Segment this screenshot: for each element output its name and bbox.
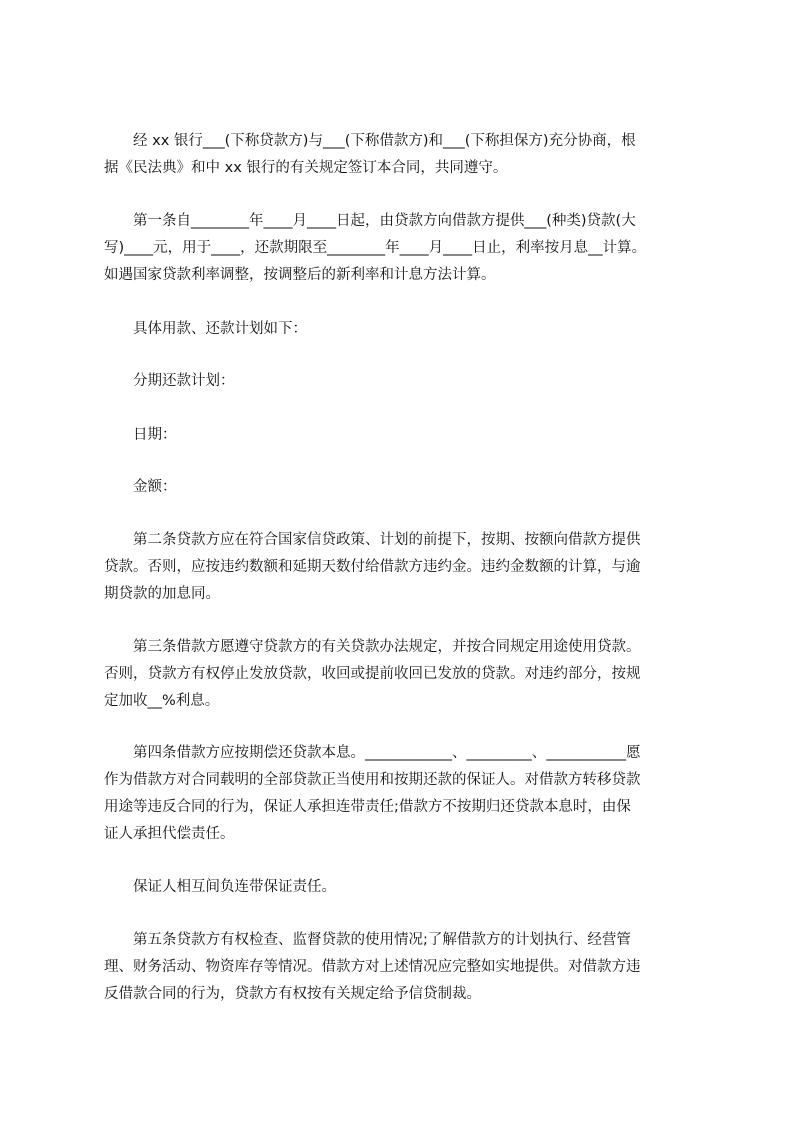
text-line: 否则，贷款方有权停止发放贷款，收回或提前收回已发放的贷款。对违约部分，按规 [104, 666, 641, 682]
text-line: 写)____元，用于____，还款期限至________年____月____日止，利率按月息__计算。 [104, 240, 647, 256]
paragraph-amount-field [104, 474, 704, 501]
text-line: 第二条贷款方应在符合国家信贷政策、计划的前提下，按期、按额向借款方提供 [104, 532, 641, 548]
text-line: 具体用款、还款计划如下： [104, 321, 307, 337]
text-line: 经 xx 银行___(下称贷款方)与___(下称借款方)和___(下称担保方)充分协商，根 [104, 133, 636, 149]
paragraph-article-3 [104, 634, 704, 715]
paragraph-plan-heading [104, 316, 704, 343]
paragraph-intro [104, 128, 704, 182]
paragraph-article-4 [104, 740, 704, 848]
text-line: 第四条借款方应按期偿还贷款本息。____________、_________、___________愿 [104, 745, 641, 761]
text-line: 日期： [104, 427, 177, 443]
paragraph-article-2 [104, 527, 704, 608]
text-line: 第一条自________年____月____日起，由贷款方向借款方提供___(种类)贷款(大 [104, 213, 636, 229]
text-line: 第五条贷款方有权检查、监督贷款的使用情况;了解借款方的计划执行、经营管 [104, 932, 631, 948]
text-line: 保证人相互间负连带保证责任。 [104, 879, 336, 895]
text-line: 理、财务活动、物资库存等情况。借款方对上述情况应完整如实地提供。对借款方违 [104, 959, 641, 975]
text-line: 证人承担代偿责任。 [104, 826, 235, 842]
paragraph-guarantor-note [104, 874, 704, 901]
text-line: 第三条借款方愿遵守贷款方的有关贷款办法规定，并按合同规定用途使用贷款。 [104, 639, 641, 655]
paragraph-date-field [104, 422, 704, 449]
paragraph-installment-plan [104, 368, 704, 395]
text-line: 期贷款的加息同。 [104, 586, 220, 602]
text-line: 分期还款计划： [104, 373, 235, 389]
text-line: 用途等违反合同的行为，保证人承担连带责任;借款方不按期归还贷款本息时，由保 [104, 799, 631, 815]
text-line: 作为借款方对合同载明的全部贷款正当使用和按期还款的保证人。对借款方转移贷款 [104, 772, 641, 788]
text-line: 金额： [104, 479, 177, 495]
text-line: 据《民法典》和中 xx 银行的有关规定签订本合同，共同遵守。 [104, 160, 508, 176]
text-line: 反借款合同的行为，贷款方有权按有关规定给予信贷制裁。 [104, 986, 481, 1002]
text-line: 定加收__%利息。 [104, 693, 220, 709]
paragraph-article-5 [104, 927, 704, 1008]
text-line: 贷款。否则，应按违约数额和延期天数付给借款方违约金。违约金数额的计算，与逾 [104, 559, 641, 575]
text-line: 如遇国家贷款利率调整，按调整后的新利率和计息方法计算。 [104, 267, 496, 283]
paragraph-article-1 [104, 208, 704, 289]
